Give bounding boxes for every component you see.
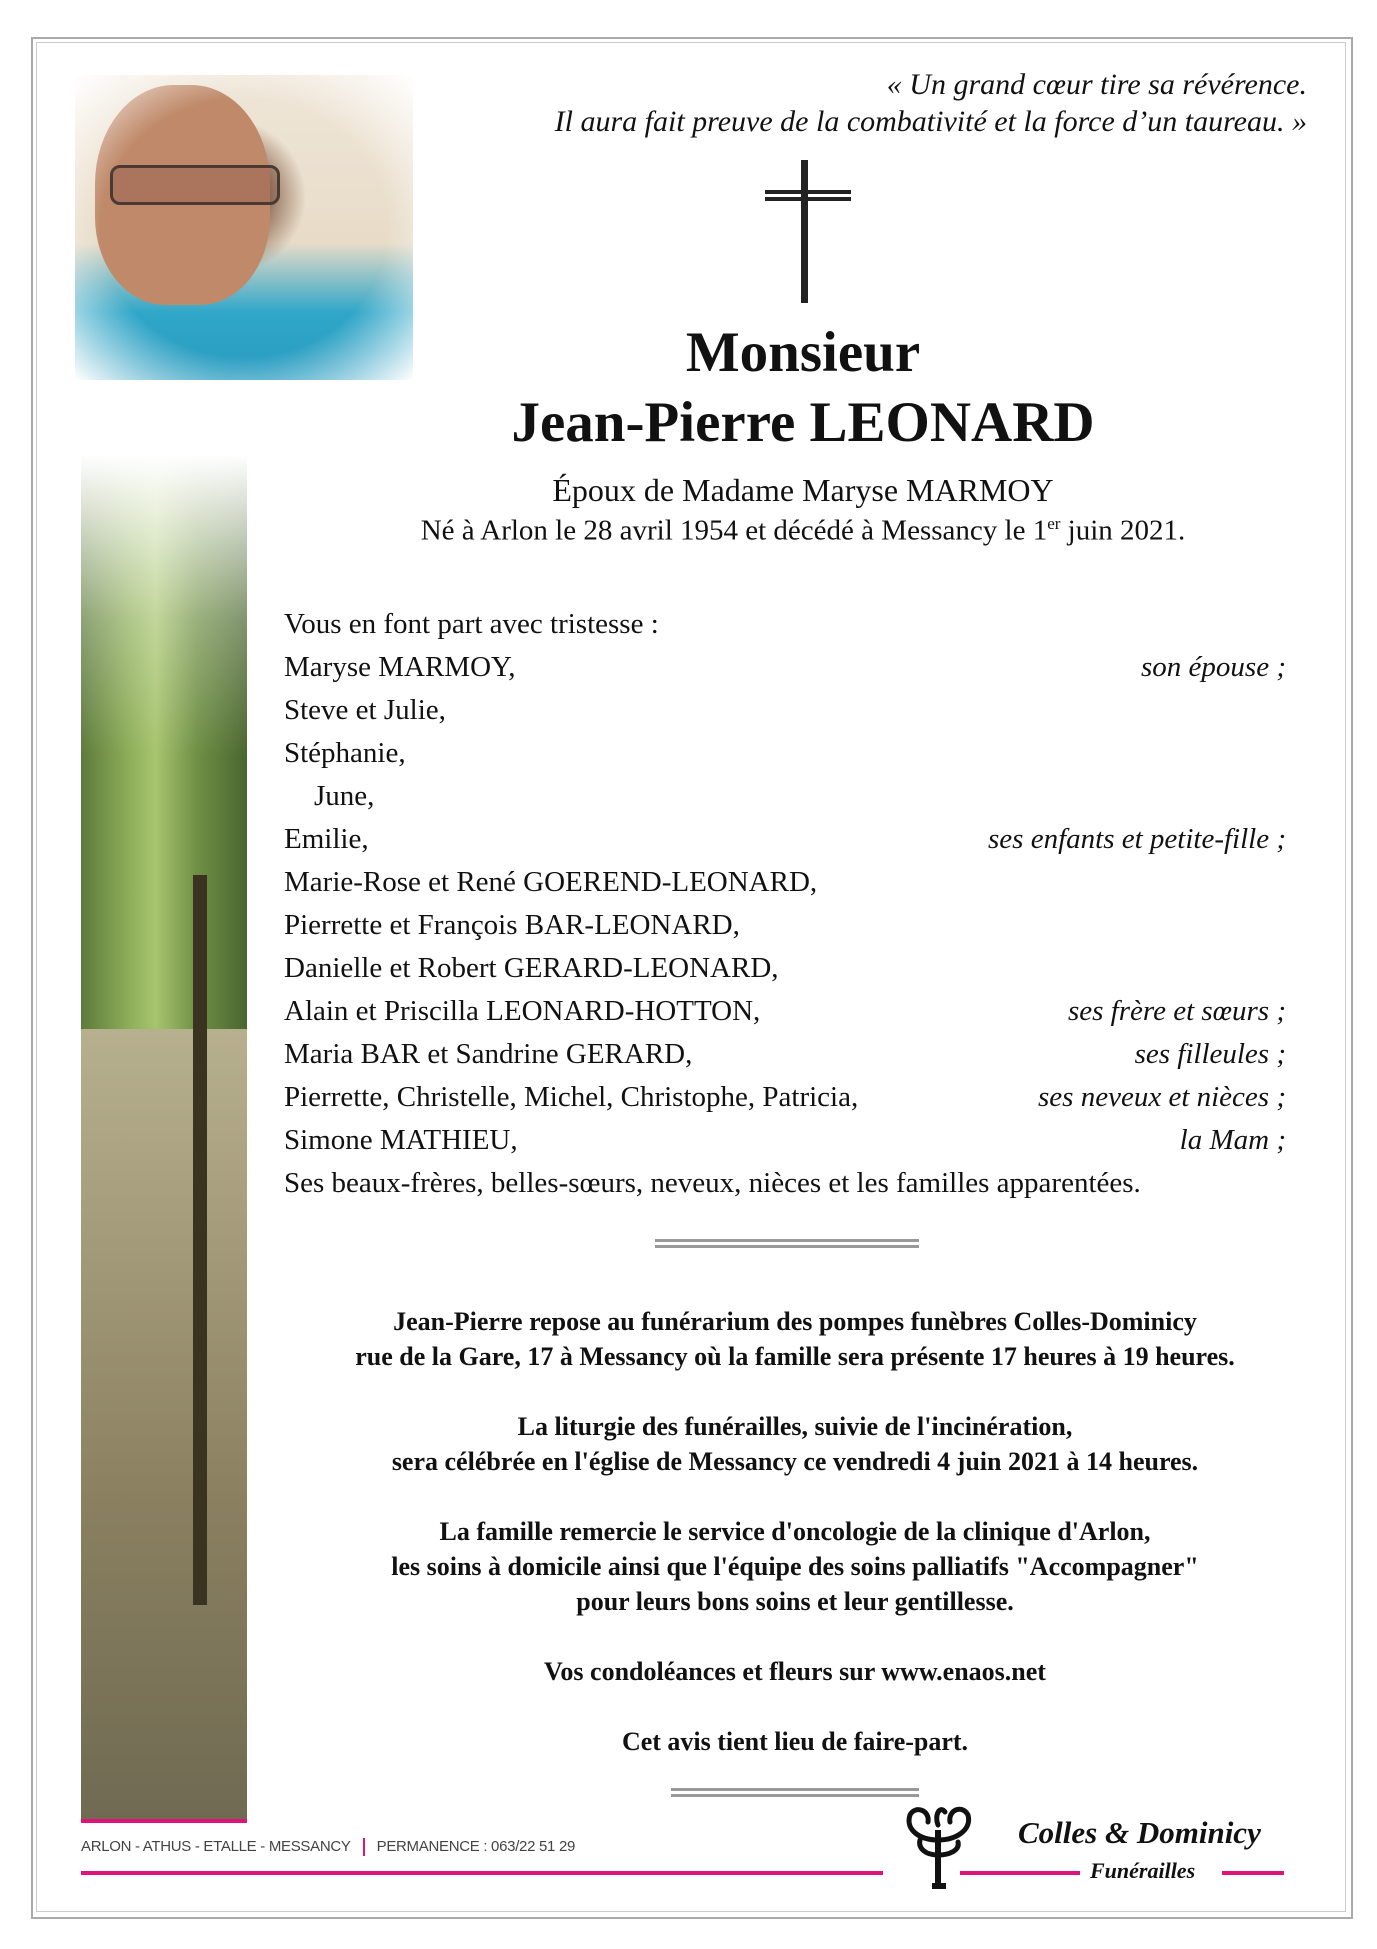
footer-line	[81, 1871, 883, 1875]
cross-horizontal	[765, 197, 851, 201]
footer-separator	[363, 1838, 365, 1856]
dates-line	[413, 514, 1193, 548]
family-row	[284, 861, 1286, 904]
tree-trunk	[193, 875, 207, 1605]
divider	[655, 1239, 919, 1248]
family-row	[284, 775, 1286, 818]
family-name: Emilie,	[284, 823, 369, 855]
logo-subtitle: Funérailles	[1090, 1858, 1196, 1883]
family-name: Marie-Rose et René GOEREND-LEONARD,	[284, 866, 818, 898]
info-line: rue de la Gare, 17 à Messancy où la famille sera présente 17 heures à 19 heures.	[355, 1342, 1235, 1371]
family-name: Pierrette et François BAR-LEONARD,	[284, 909, 740, 941]
info-funerarium	[260, 1304, 1330, 1374]
family-name: Pierrette, Christelle, Michel, Christophe, Patricia,	[284, 1081, 859, 1113]
accent-bar	[81, 1819, 247, 1823]
info-line: sera célébrée en l'église de Messancy ce vendredi 4 juin 2021 à 14 heures.	[391, 1447, 1199, 1476]
family-closing: Ses beaux-frères, belles-sœurs, neveux, nièces et les familles apparentées.	[284, 1167, 1141, 1199]
family-relation: son épouse ;	[1141, 651, 1286, 683]
footer-permanence: PERMANENCE : 063/22 51 29	[376, 1838, 576, 1855]
family-row	[284, 732, 1286, 775]
logo-line	[960, 1871, 1080, 1875]
info-block	[260, 1304, 1330, 1794]
family-intro: Vous en font part avec tristesse :	[284, 608, 659, 640]
cross-horizontal	[765, 190, 851, 194]
divider-bottom	[671, 1788, 919, 1797]
forest-path-image	[81, 455, 247, 1821]
quote-line-1: « Un grand cœur tire sa révérence.	[886, 68, 1307, 101]
forest-path	[81, 1029, 247, 1821]
dates-text: Né à Arlon le 28 avril 1954 et décédé à Messancy le 1	[420, 514, 1048, 547]
family-name: Alain et Priscilla LEONARD-HOTTON,	[284, 995, 761, 1027]
family-name: Steve et Julie,	[284, 694, 446, 726]
quote	[555, 66, 1307, 140]
family-name: Stéphanie,	[284, 737, 406, 769]
dates-sup: er	[1047, 514, 1061, 533]
logo-name: Colles & Dominicy	[1018, 1815, 1261, 1850]
family-relation: ses neveux et nièces ;	[1038, 1081, 1286, 1113]
family-row	[284, 947, 1286, 990]
info-line: les soins à domicile ainsi que l'équipe des soins palliatifs "Accompagner"	[391, 1552, 1199, 1581]
portrait-photo	[75, 75, 413, 380]
family-name: June,	[314, 780, 375, 812]
family-row	[284, 646, 1286, 689]
honorific: Monsieur	[685, 321, 921, 384]
info-line: pour leurs bons soins et leur gentillesse.	[576, 1587, 1014, 1616]
spouse-line: Époux de Madame Maryse MARMOY	[552, 472, 1054, 508]
cross-vertical	[801, 160, 808, 303]
family-name: Maryse MARMOY,	[284, 651, 516, 683]
family-row	[284, 689, 1286, 732]
family-relation: ses enfants et petite-fille ;	[988, 823, 1286, 855]
family-relation: ses filleules ;	[1134, 1038, 1286, 1070]
info-liturgy	[260, 1409, 1330, 1479]
info-condolences: Vos condoléances et fleurs sur www.enaos.net	[544, 1657, 1046, 1686]
family-row	[284, 904, 1286, 947]
family-row	[284, 1119, 1286, 1162]
family-row	[284, 818, 1286, 861]
family-list	[284, 603, 1286, 1205]
info-line: Jean-Pierre repose au funérarium des pompes funèbres Colles-Dominicy	[393, 1307, 1197, 1336]
family-name: Simone MATHIEU,	[284, 1124, 518, 1156]
family-row	[284, 990, 1286, 1033]
family-row	[284, 1033, 1286, 1076]
deceased-name: Jean-Pierre LEONARD	[511, 391, 1095, 454]
family-name: Danielle et Robert GERARD-LEONARD,	[284, 952, 779, 984]
family-row	[284, 1076, 1286, 1119]
footer-locations: ARLON - ATHUS - ETALLE - MESSANCY	[81, 1838, 351, 1855]
family-relation: ses frère et sœurs ;	[1067, 995, 1286, 1027]
footer-contact	[81, 1838, 575, 1856]
logo-line	[1222, 1871, 1284, 1875]
family-relation: la Mam ;	[1179, 1124, 1286, 1156]
info-thanks	[260, 1514, 1330, 1619]
info-line: La famille remercie le service d'oncologie de la clinique d'Arlon,	[439, 1517, 1151, 1546]
info-notice: Cet avis tient lieu de faire-part.	[621, 1727, 969, 1756]
tree-logo-icon	[890, 1800, 990, 1890]
portrait-glasses	[110, 165, 280, 205]
dates-text-end: juin 2021.	[1060, 514, 1186, 547]
info-line: La liturgie des funérailles, suivie de l'incinération,	[517, 1412, 1073, 1441]
family-name: Maria BAR et Sandrine GERARD,	[284, 1038, 693, 1070]
quote-line-2: Il aura fait preuve de la combativité et la force d’un taureau. »	[554, 105, 1307, 138]
